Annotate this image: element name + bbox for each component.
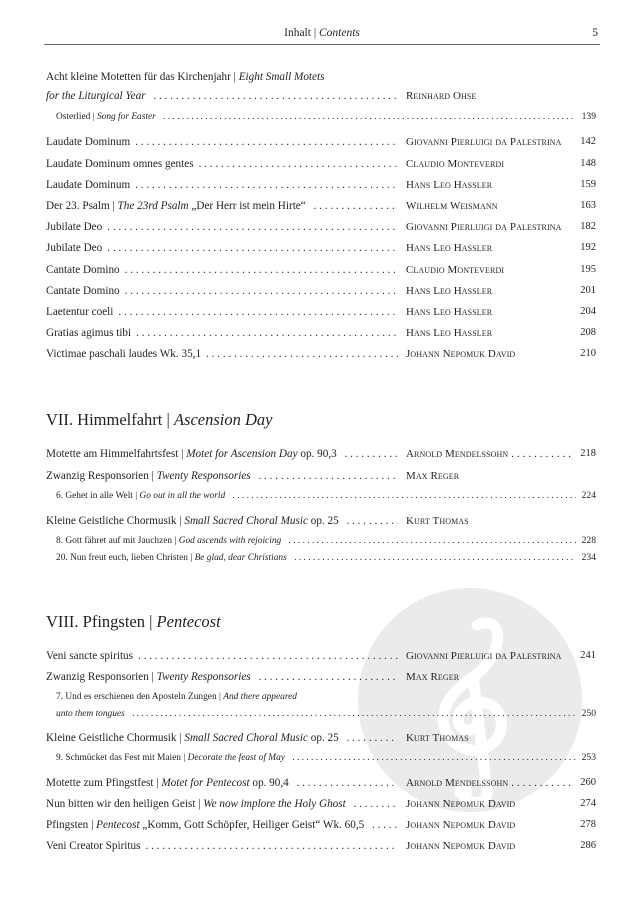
composer: Giovanni Pierluigi da Palestrina xyxy=(406,136,562,148)
opus-number: op. 90,4 xyxy=(252,777,289,789)
toc-entry-movement xyxy=(46,751,596,765)
title-de: Osterlied xyxy=(56,112,91,122)
composer: Hans Leo Hassler xyxy=(406,179,493,191)
toc-entry-title xyxy=(46,731,398,745)
toc-entry-title xyxy=(56,690,408,704)
toc-entry xyxy=(46,263,596,277)
title-en-continued: unto them tongues xyxy=(56,709,125,719)
toc-entry xyxy=(46,670,596,684)
page-number: 5 xyxy=(592,27,598,39)
title-separator: | xyxy=(190,553,193,563)
page-ref: 218 xyxy=(580,448,596,459)
page-ref: 228 xyxy=(581,535,596,546)
page-ref: 286 xyxy=(580,840,596,851)
toc-entry-title xyxy=(46,70,398,84)
toc-entry xyxy=(46,157,596,171)
title-de: Motette zum Pfingstfest xyxy=(46,777,154,789)
title-de: Der 23. Psalm xyxy=(46,200,110,212)
title-de: Kleine Geistliche Chormusik xyxy=(46,732,177,744)
title-de: 7. Und es erschienen den Aposteln Zungen xyxy=(56,692,217,702)
title-separator: | xyxy=(181,448,184,460)
title-de: Acht kleine Motetten für das Kirchenjahr xyxy=(46,71,231,83)
title-en: We now implore the Holy Ghost xyxy=(203,798,346,810)
title-de: Nun bitten wir den heiligen Geist xyxy=(46,798,196,810)
toc-entry-title: Jubilate Deo . . . xyxy=(46,220,398,234)
title-en: Motet for Ascension Day xyxy=(186,448,298,460)
composer: Arnold Mendelssohn . . . xyxy=(406,776,574,790)
toc-entry xyxy=(46,241,596,255)
toc-entry-movement xyxy=(46,534,596,548)
title-separator: | xyxy=(183,753,186,763)
page-ref: 192 xyxy=(580,242,596,253)
composer: Max Reger xyxy=(406,671,460,683)
toc-entry-title xyxy=(46,469,398,483)
page-ref: 139 xyxy=(581,111,596,122)
title-separator: | xyxy=(91,819,94,831)
section-title-de: VIII. Pfingsten xyxy=(46,612,145,631)
toc-entry-title: Victimae paschali laudes Wk. 35,1 . . . xyxy=(46,347,398,361)
title-separator: | xyxy=(151,470,154,482)
opus-number: op. 25 xyxy=(310,732,339,744)
toc-entry-title: Veni Creator Spiritus . . . xyxy=(46,839,398,853)
page-ref: 195 xyxy=(580,264,596,275)
composer: Kurt Thomas xyxy=(406,515,469,527)
title-separator: | xyxy=(233,71,236,83)
toc-entry-title: Gratias agimus tibi . . . xyxy=(46,326,398,340)
page-ref: 260 xyxy=(580,777,596,788)
toc-entry-title xyxy=(46,447,398,461)
header-title-de: Inhalt xyxy=(284,27,311,39)
composer: Johann Nepomuk David xyxy=(406,819,516,831)
toc-entry xyxy=(46,326,596,340)
composer: Johann Nepomuk David xyxy=(406,348,516,360)
page-ref: 182 xyxy=(580,221,596,232)
opus-number: op. 25 xyxy=(310,515,339,527)
header-rule xyxy=(44,44,600,45)
toc-entry-title xyxy=(56,110,576,124)
title-separator: | xyxy=(174,536,177,546)
toc-entry-movement-continuation xyxy=(46,707,596,721)
page-ref: 210 xyxy=(580,348,596,359)
toc-entry-title xyxy=(46,797,398,811)
toc-entry xyxy=(46,135,596,149)
title-en: Motet for Pentecost xyxy=(161,777,250,789)
page-ref: 278 xyxy=(580,819,596,830)
header-title-en: Contents xyxy=(319,27,360,39)
title-de: Motette am Himmelfahrtsfest xyxy=(46,448,179,460)
toc-entry-title xyxy=(56,751,576,765)
toc-entry xyxy=(46,839,596,853)
toc-entry-title xyxy=(56,551,576,565)
page-ref: 142 xyxy=(580,136,596,147)
toc-entry-title xyxy=(46,818,398,832)
title-en: Small Sacred Choral Music xyxy=(184,732,308,744)
title-de: 8. Gott fähret auf mit Jauchzen xyxy=(56,536,173,546)
composer: Arnold Mendelssohn . . . xyxy=(406,447,574,461)
composer: Hans Leo Hassler xyxy=(406,242,493,254)
title-de: 6. Gehet in alle Welt xyxy=(56,491,133,501)
opus-number: op. 90,3 xyxy=(300,448,337,460)
toc-entry-title: Laetentur coeli . . . xyxy=(46,305,398,319)
title-separator: | xyxy=(156,777,159,789)
toc-entry-title: Laudate Dominum . . . xyxy=(46,178,398,192)
page-ref: 253 xyxy=(581,752,596,763)
toc-entry-title xyxy=(46,514,398,528)
composer: Max Reger xyxy=(406,470,460,482)
page-ref: 208 xyxy=(580,327,596,338)
toc-entry-title: Jubilate Deo . . . xyxy=(46,241,398,255)
section-title-en: Ascension Day xyxy=(173,410,273,429)
toc-entry xyxy=(46,469,596,483)
toc-entry-title xyxy=(56,534,576,548)
section-title-separator: | xyxy=(166,410,170,429)
title-de: Kleine Geistliche Chormusik xyxy=(46,515,177,527)
toc-entry xyxy=(46,649,596,663)
header-separator: | xyxy=(313,27,317,39)
title-separator: | xyxy=(135,491,138,501)
page-ref: 201 xyxy=(580,285,596,296)
title-en-continued: for the Liturgical Year xyxy=(46,90,146,102)
title-separator: | xyxy=(179,732,182,744)
toc-entry-title xyxy=(46,776,398,790)
title-separator: | xyxy=(112,200,115,212)
composer: Wilhelm Weismann xyxy=(406,200,498,212)
page-ref: 274 xyxy=(580,798,596,809)
toc-entry xyxy=(46,178,596,192)
title-separator: | xyxy=(151,671,154,683)
section-heading-ascension xyxy=(46,410,272,430)
toc-entry xyxy=(46,797,596,811)
header-title xyxy=(44,27,600,39)
toc-entry-title xyxy=(46,199,398,213)
title-de: 9. Schmücket das Fest mit Maien xyxy=(56,753,181,763)
title-subtitle: „Der Herr ist mein Hirte“ xyxy=(191,200,306,212)
toc-entry-continuation xyxy=(46,89,596,103)
toc-entry xyxy=(46,447,596,461)
toc-entry xyxy=(46,220,596,234)
composer: Hans Leo Hassler xyxy=(406,285,493,297)
toc-entry-title: Cantate Domino . . . xyxy=(46,284,398,298)
page-ref: 159 xyxy=(580,179,596,190)
toc-entry-movement xyxy=(46,690,596,704)
title-separator: | xyxy=(198,798,201,810)
title-en: Decorate the feast of May xyxy=(187,753,285,763)
toc-entry xyxy=(46,818,596,832)
title-en: Small Sacred Choral Music xyxy=(184,515,308,527)
title-de: 20. Nun freut euch, lieben Christen xyxy=(56,553,188,563)
toc-entry xyxy=(46,305,596,319)
title-en: Be glad, dear Christians xyxy=(194,553,287,563)
section-heading-pentecost xyxy=(46,612,221,632)
composer: Hans Leo Hassler xyxy=(406,306,493,318)
toc-entry-title: Cantate Domino . . . xyxy=(46,263,398,277)
toc-entry xyxy=(46,347,596,361)
toc-entry-title xyxy=(46,89,398,103)
section-title-en: Pentecost xyxy=(156,612,221,631)
title-en: Eight Small Motets xyxy=(238,71,325,83)
page-ref: 163 xyxy=(580,200,596,211)
title-en: Pentecost xyxy=(96,819,140,831)
title-en: Twenty Responsories xyxy=(156,470,251,482)
title-en: Twenty Responsories xyxy=(156,671,251,683)
page-ref: 241 xyxy=(580,650,596,661)
title-en: God ascends with rejoicing xyxy=(178,536,282,546)
title-de: Pfingsten xyxy=(46,819,89,831)
toc-entry-movement xyxy=(46,489,596,503)
composer: Claudio Monteverdi xyxy=(406,158,505,170)
toc-entry-title xyxy=(56,489,576,503)
toc-entry xyxy=(46,731,596,745)
composer: Johann Nepomuk David xyxy=(406,840,516,852)
title-separator: | xyxy=(218,692,221,702)
toc-entry-movement xyxy=(46,110,596,124)
page-ref: 224 xyxy=(581,490,596,501)
title-separator: | xyxy=(92,112,95,122)
toc-entry-title: Veni sancte spiritus . . . xyxy=(46,649,398,663)
title-en: Song for Easter xyxy=(96,112,156,122)
toc-entry xyxy=(46,284,596,298)
page-ref: 148 xyxy=(580,158,596,169)
toc-entry xyxy=(46,776,596,790)
toc-entry-title xyxy=(56,707,576,721)
toc-entry-movement xyxy=(46,551,596,565)
running-header xyxy=(44,27,600,41)
title-en: And there appeared xyxy=(223,692,297,702)
composer: Johann Nepomuk David xyxy=(406,798,516,810)
title-de: Zwanzig Responsorien xyxy=(46,470,149,482)
toc-entry-title: Laudate Dominum omnes gentes . . . xyxy=(46,157,398,171)
title-de: Zwanzig Responsorien xyxy=(46,671,149,683)
page-ref: 250 xyxy=(581,708,596,719)
title-separator: | xyxy=(179,515,182,527)
composer: Claudio Monteverdi xyxy=(406,264,505,276)
toc-entry xyxy=(46,514,596,528)
toc-entry-title: Laudate Dominum . . . xyxy=(46,135,398,149)
section-title-de: VII. Himmelfahrt xyxy=(46,410,163,429)
section-title-separator: | xyxy=(149,612,153,631)
toc-entry-title xyxy=(46,670,398,684)
composer: Kurt Thomas xyxy=(406,732,469,744)
composer: Giovanni Pierluigi da Palestrina xyxy=(406,650,562,662)
composer: Giovanni Pierluigi da Palestrina xyxy=(406,221,562,233)
toc-entry xyxy=(46,199,596,213)
toc-entry xyxy=(46,70,596,84)
page-ref: 234 xyxy=(581,552,596,563)
title-en: Go out in all the world xyxy=(139,491,226,501)
composer: Hans Leo Hassler xyxy=(406,327,493,339)
composer: Reinhard Ohse xyxy=(406,90,477,102)
title-en: The 23rd Psalm xyxy=(117,200,189,212)
title-subtitle: „Komm, Gott Schöpfer, Heiliger Geist“ Wk. 60,5 xyxy=(142,819,365,831)
page-ref: 204 xyxy=(580,306,596,317)
